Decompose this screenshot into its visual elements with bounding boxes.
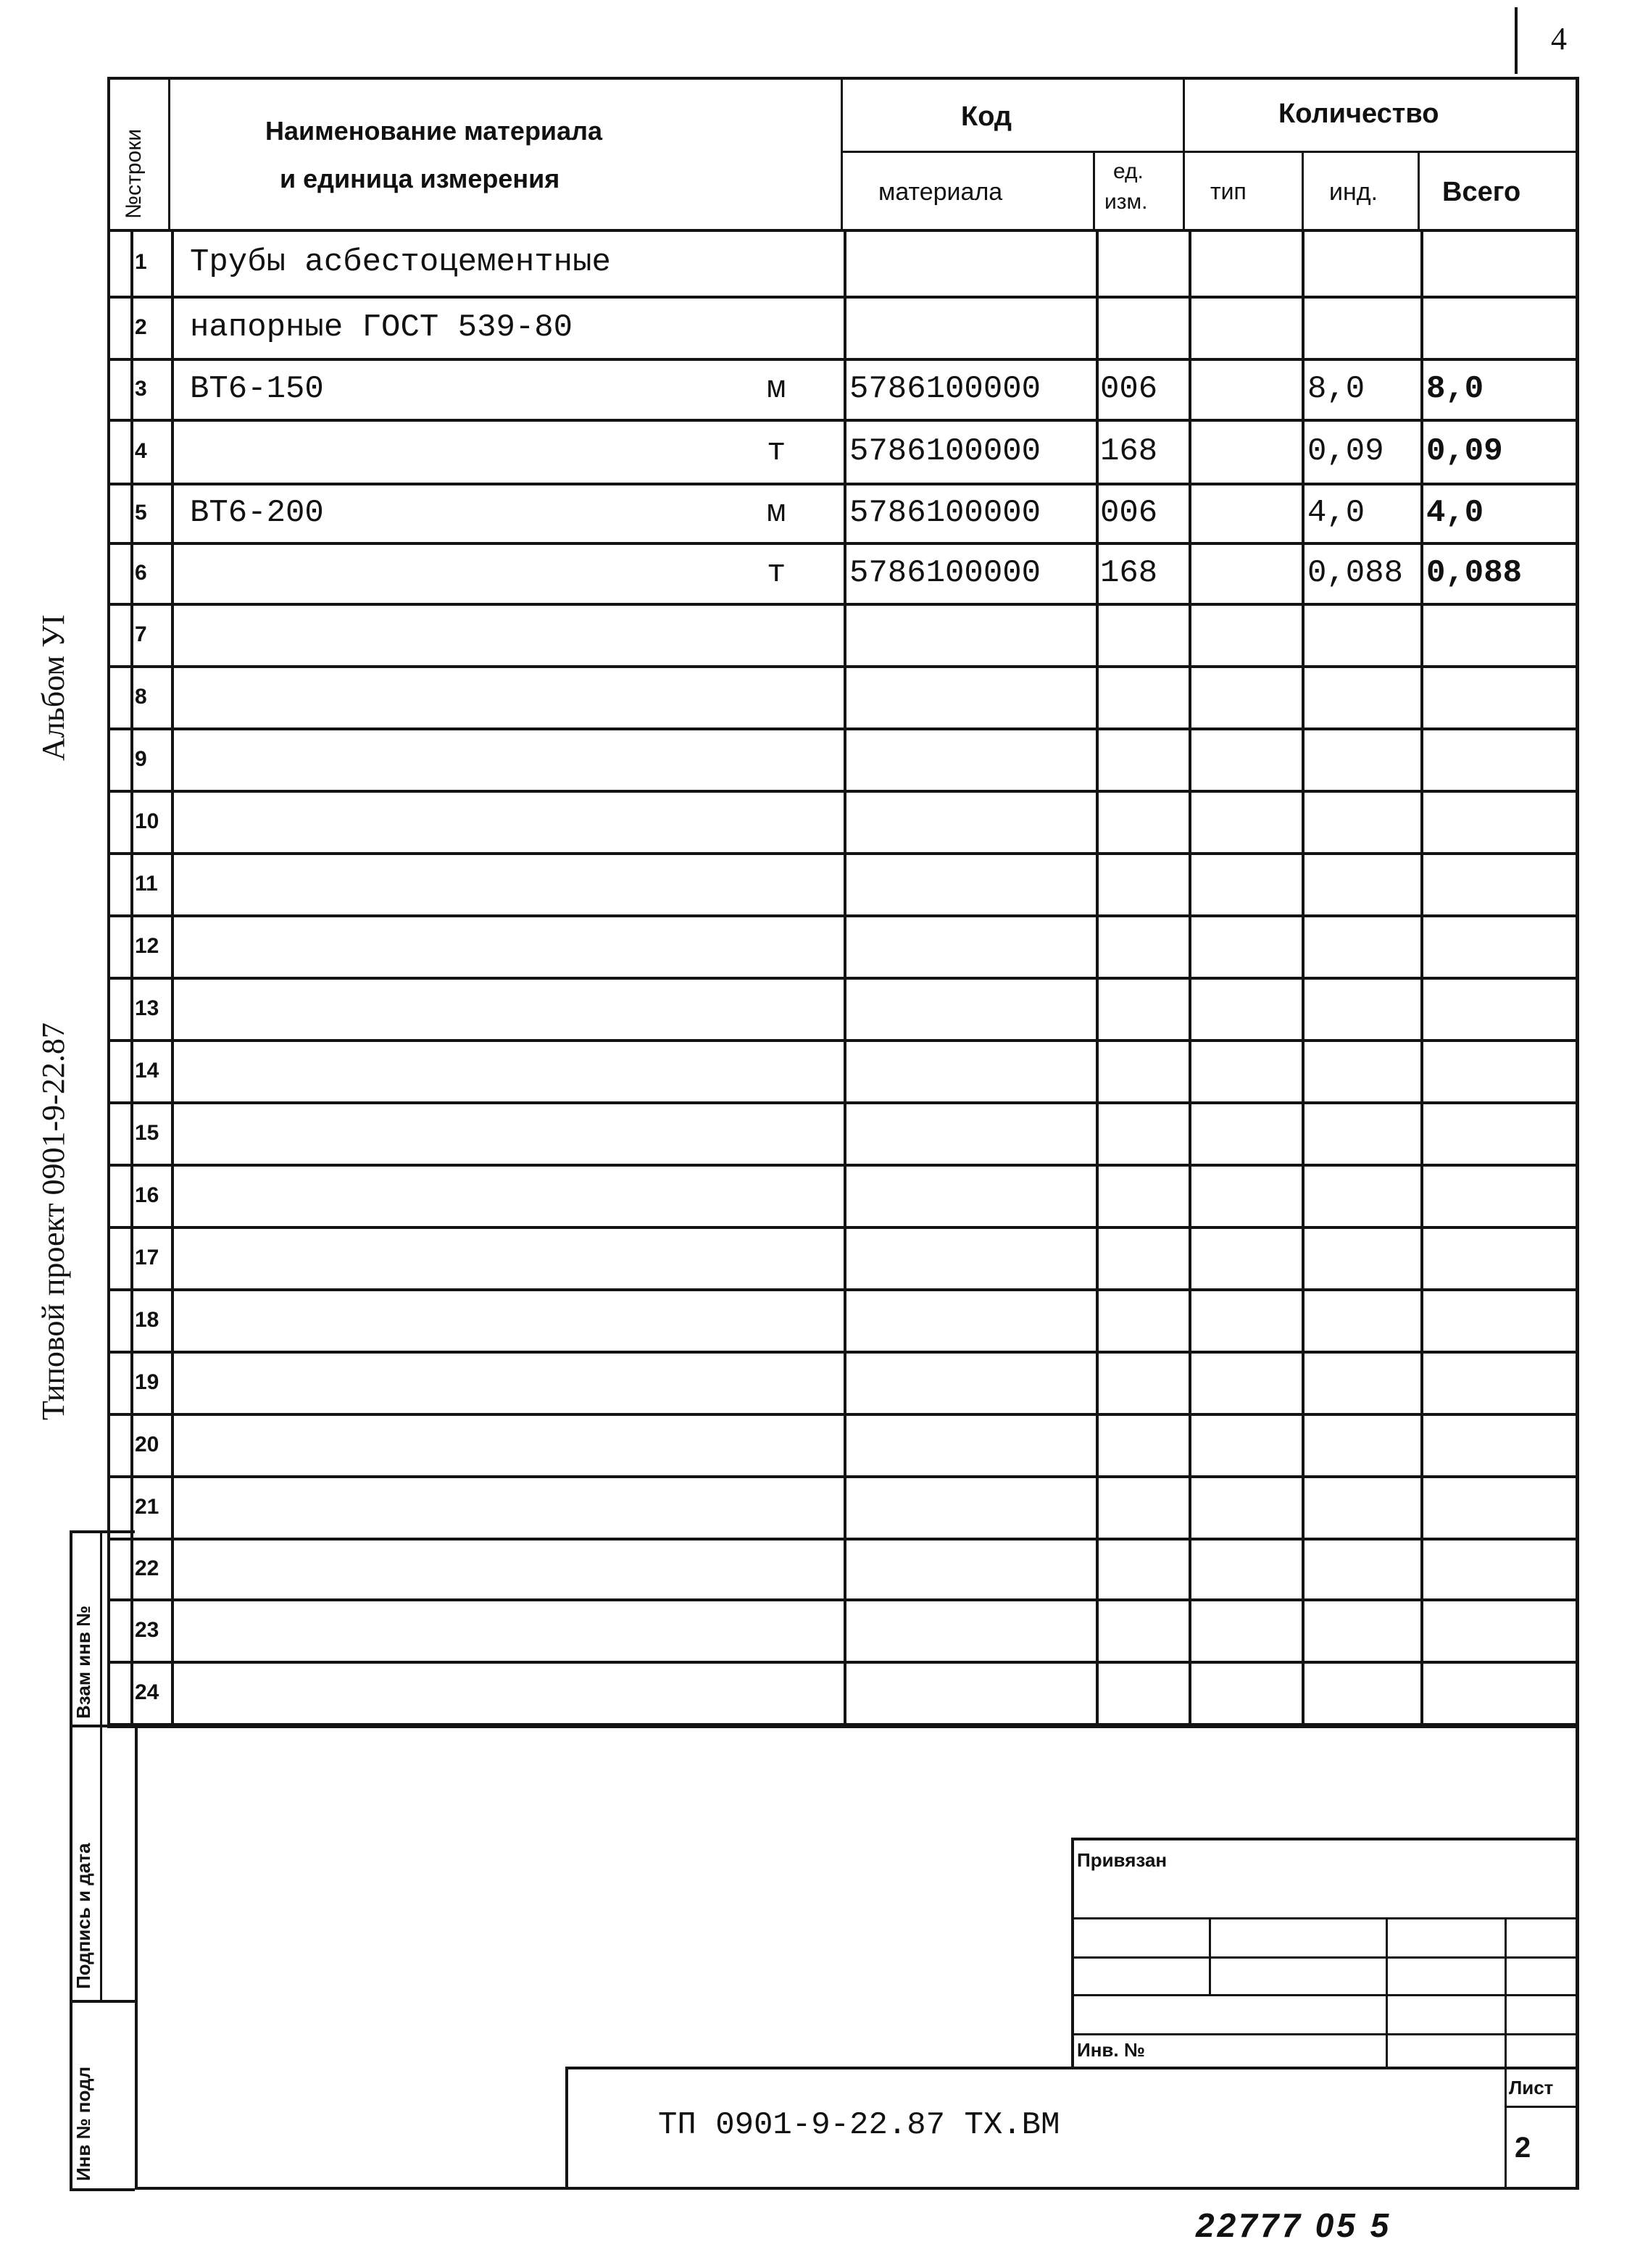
- row-number: 7: [135, 622, 147, 646]
- row-number: 23: [135, 1618, 159, 1642]
- sheet-number: 2: [1515, 2132, 1531, 2164]
- album-label: Альбом УI: [36, 614, 71, 761]
- row-number: 3: [135, 377, 147, 401]
- table-row: [0, 1539, 1627, 1600]
- table-row: [0, 1041, 1627, 1103]
- unit-of-measure: т: [767, 433, 786, 470]
- table-row: [0, 604, 1627, 667]
- header-material: материала: [878, 178, 1003, 206]
- document-designation: ТП 0901-9-22.87 ТХ.ВМ: [658, 2107, 1060, 2143]
- row-number: 17: [135, 1246, 159, 1270]
- header-unit-line2: изм.: [1104, 190, 1148, 214]
- quantity-ind: 0,09: [1307, 433, 1384, 470]
- header-code: Код: [961, 101, 1012, 132]
- table-row: [0, 297, 1627, 359]
- header-row-number: №строки: [122, 128, 146, 219]
- material-name: напорные ГОСТ 539-80: [190, 309, 573, 346]
- table-row: [0, 1600, 1627, 1662]
- material-code: 5786100000: [849, 433, 1041, 470]
- header-unit-line1: ед.: [1113, 159, 1144, 183]
- header-quantity: Количество: [1278, 99, 1439, 129]
- stamp-podpis-data: Подпись и дата: [72, 1843, 94, 1989]
- unit-of-measure: м: [767, 495, 786, 531]
- project-label: Типовой проект 0901-9-22.87: [36, 1022, 71, 1420]
- header-ind: инд.: [1329, 178, 1378, 206]
- row-number: 9: [135, 747, 147, 771]
- row-number: 21: [135, 1495, 159, 1519]
- row-number: 20: [135, 1433, 159, 1456]
- header-total: Всего: [1442, 177, 1521, 207]
- row-number: 15: [135, 1121, 159, 1145]
- material-name: Трубы асбестоцементные: [190, 244, 611, 280]
- unit-code: 006: [1100, 495, 1158, 531]
- table-row: [0, 729, 1627, 791]
- header-tip: тип: [1210, 178, 1247, 204]
- inv-no-label: Инв. №: [1077, 2039, 1145, 2061]
- material-name: ВТ6-150: [190, 371, 324, 407]
- row-number: 6: [135, 561, 147, 585]
- privyazan-label: Привязан: [1077, 1849, 1168, 1871]
- quantity-total: 4,0: [1426, 495, 1484, 531]
- quantity-ind: 8,0: [1307, 371, 1365, 407]
- unit-code: 168: [1100, 433, 1158, 470]
- row-number: 24: [135, 1680, 159, 1704]
- row-number: 8: [135, 685, 147, 709]
- table-row: [0, 791, 1627, 854]
- row-number: 2: [135, 315, 147, 339]
- header-name-line2: и единица измерения: [280, 164, 560, 193]
- table-row: [0, 1414, 1627, 1477]
- footer-number: 22777 05 5: [1196, 2206, 1392, 2244]
- row-number: 12: [135, 934, 159, 958]
- row-number: 11: [135, 872, 158, 896]
- table-row: [0, 543, 1627, 604]
- material-code: 5786100000: [849, 495, 1041, 531]
- row-number: 18: [135, 1308, 159, 1332]
- row-number: 19: [135, 1370, 159, 1394]
- table-row: [0, 1103, 1627, 1165]
- stamp-vzam-inv: Взам инв №: [72, 1605, 94, 1719]
- quantity-total: 8,0: [1426, 371, 1484, 407]
- unit-code: 006: [1100, 371, 1158, 407]
- row-number: 16: [135, 1183, 159, 1207]
- table-row: [0, 916, 1627, 978]
- table-row: [0, 420, 1627, 484]
- table-row: [0, 1662, 1627, 1725]
- quantity-ind: 0,088: [1307, 555, 1404, 591]
- row-number: 10: [135, 809, 159, 833]
- page-number: 4: [1551, 21, 1567, 57]
- row-number: 22: [135, 1556, 159, 1580]
- unit-of-measure: т: [767, 555, 786, 591]
- unit-code: 168: [1100, 555, 1158, 591]
- row-number: 1: [135, 250, 147, 274]
- table-row: [0, 1352, 1627, 1414]
- row-number: 13: [135, 996, 159, 1020]
- table-row: [0, 854, 1627, 916]
- unit-of-measure: м: [767, 371, 786, 407]
- table-row: [0, 229, 1627, 297]
- table-row: [0, 1477, 1627, 1539]
- material-code: 5786100000: [849, 555, 1041, 591]
- stamp-inv-podl: Инв № подл: [72, 2066, 94, 2181]
- quantity-total: 0,09: [1426, 433, 1503, 470]
- header-name-line1: Наименование материала: [265, 116, 602, 146]
- table-row: [0, 484, 1627, 543]
- table-row: [0, 359, 1627, 420]
- table-row: [0, 978, 1627, 1041]
- table-row: [0, 1165, 1627, 1227]
- material-name: ВТ6-200: [190, 495, 324, 531]
- row-number: 4: [135, 439, 147, 463]
- table-row: [0, 1290, 1627, 1352]
- quantity-total: 0,088: [1426, 555, 1523, 591]
- row-number: 14: [135, 1059, 159, 1083]
- material-code: 5786100000: [849, 371, 1041, 407]
- sheet-label: Лист: [1509, 2077, 1554, 2098]
- row-number: 5: [135, 501, 147, 525]
- table-row: [0, 1227, 1627, 1290]
- quantity-ind: 4,0: [1307, 495, 1365, 531]
- table-row: [0, 667, 1627, 729]
